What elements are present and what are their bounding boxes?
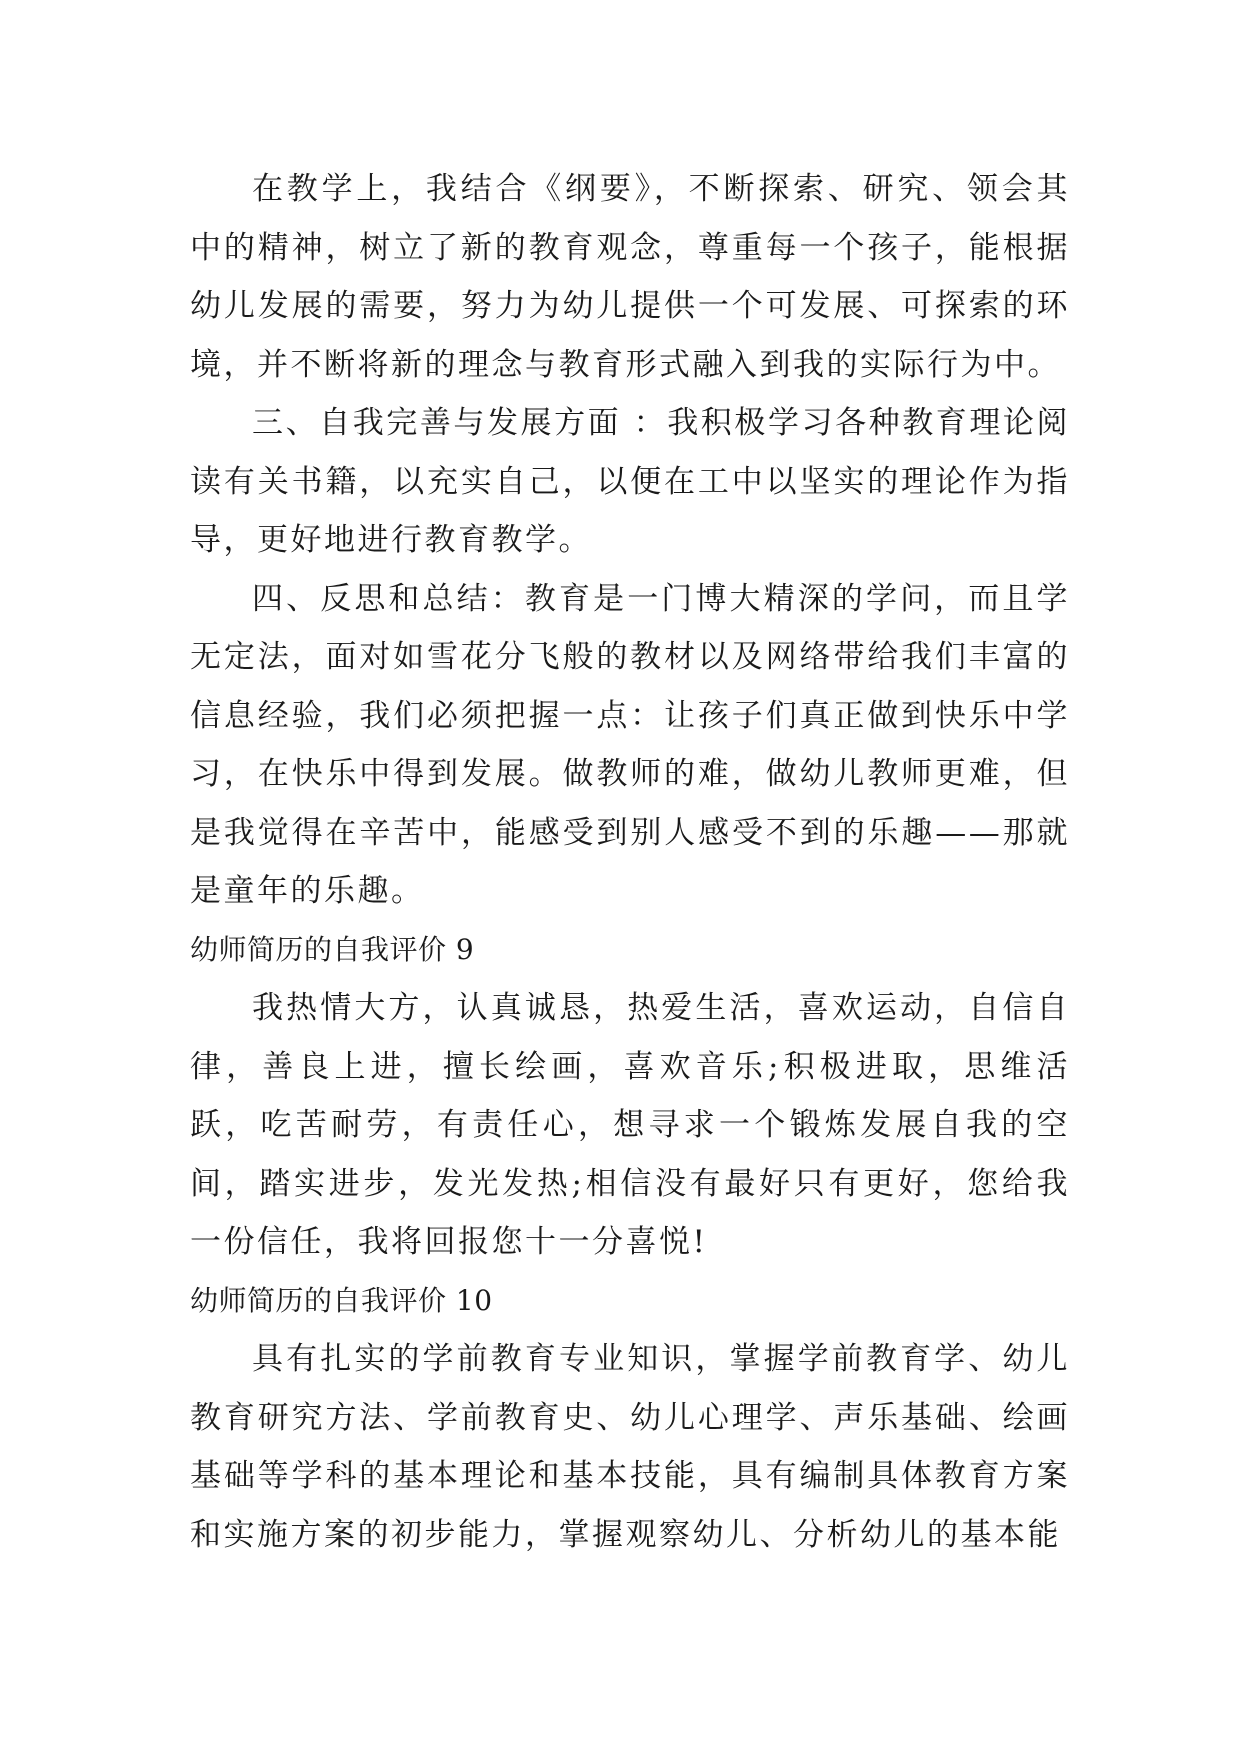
- paragraph-self-improvement: 三、自我完善与发展方面 ：我积极学习各种教育理论阅读有关书籍，以充实自己，以便在工中以坚实的理论作为指导，更好地进行教育教学。: [190, 405, 1070, 558]
- section-heading-9: 幼师简历的自我评价 9: [190, 932, 475, 966]
- paragraph-evaluation-10: 具有扎实的学前教育专业知识，掌握学前教育学、幼儿教育研究方法、学前教育史、幼儿心理学、声乐基础、绘画基础等学科的基本理论和基本技能，具有编制具体教育方案和实施方案的初步能力，掌握观察幼儿、分析幼儿的基本能: [190, 1341, 1070, 1553]
- paragraph-teaching: 在教学上，我结合《纲要》，不断探索、研究、领会其中的精神，树立了新的教育观念，尊重每一个孩子，能根据幼儿发展的需要，努力为幼儿提供一个可发展、可探索的环境，并不断将新的理念与教育形式融入到我的实际行为中。: [190, 171, 1070, 383]
- document-body: [190, 160, 1070, 1564]
- section-heading-10: 幼师简历的自我评价 10: [190, 1283, 493, 1317]
- paragraph-reflection: 四、反思和总结：教育是一门博大精深的学问，而且学无定法，面对如雪花分飞般的教材以及网络带给我们丰富的信息经验，我们必须把握一点：让孩子们真正做到快乐中学习，在快乐中得到发展。做教师的难，做幼儿教师更难，但是我觉得在辛苦中，能感受到别人感受不到的乐趣——那就是童年的乐趣。: [190, 580, 1070, 909]
- paragraph-evaluation-9: 我热情大方，认真诚恳，热爱生活，喜欢运动，自信自律，善良上进，擅长绘画，喜欢音乐;积极进取，思维活跃，吃苦耐劳，有责任心，想寻求一个锻炼发展自我的空间，踏实进步，发光发热;相信没有最好只有更好，您给我一份信任，我将回报您十一分喜悦!: [190, 990, 1070, 1260]
